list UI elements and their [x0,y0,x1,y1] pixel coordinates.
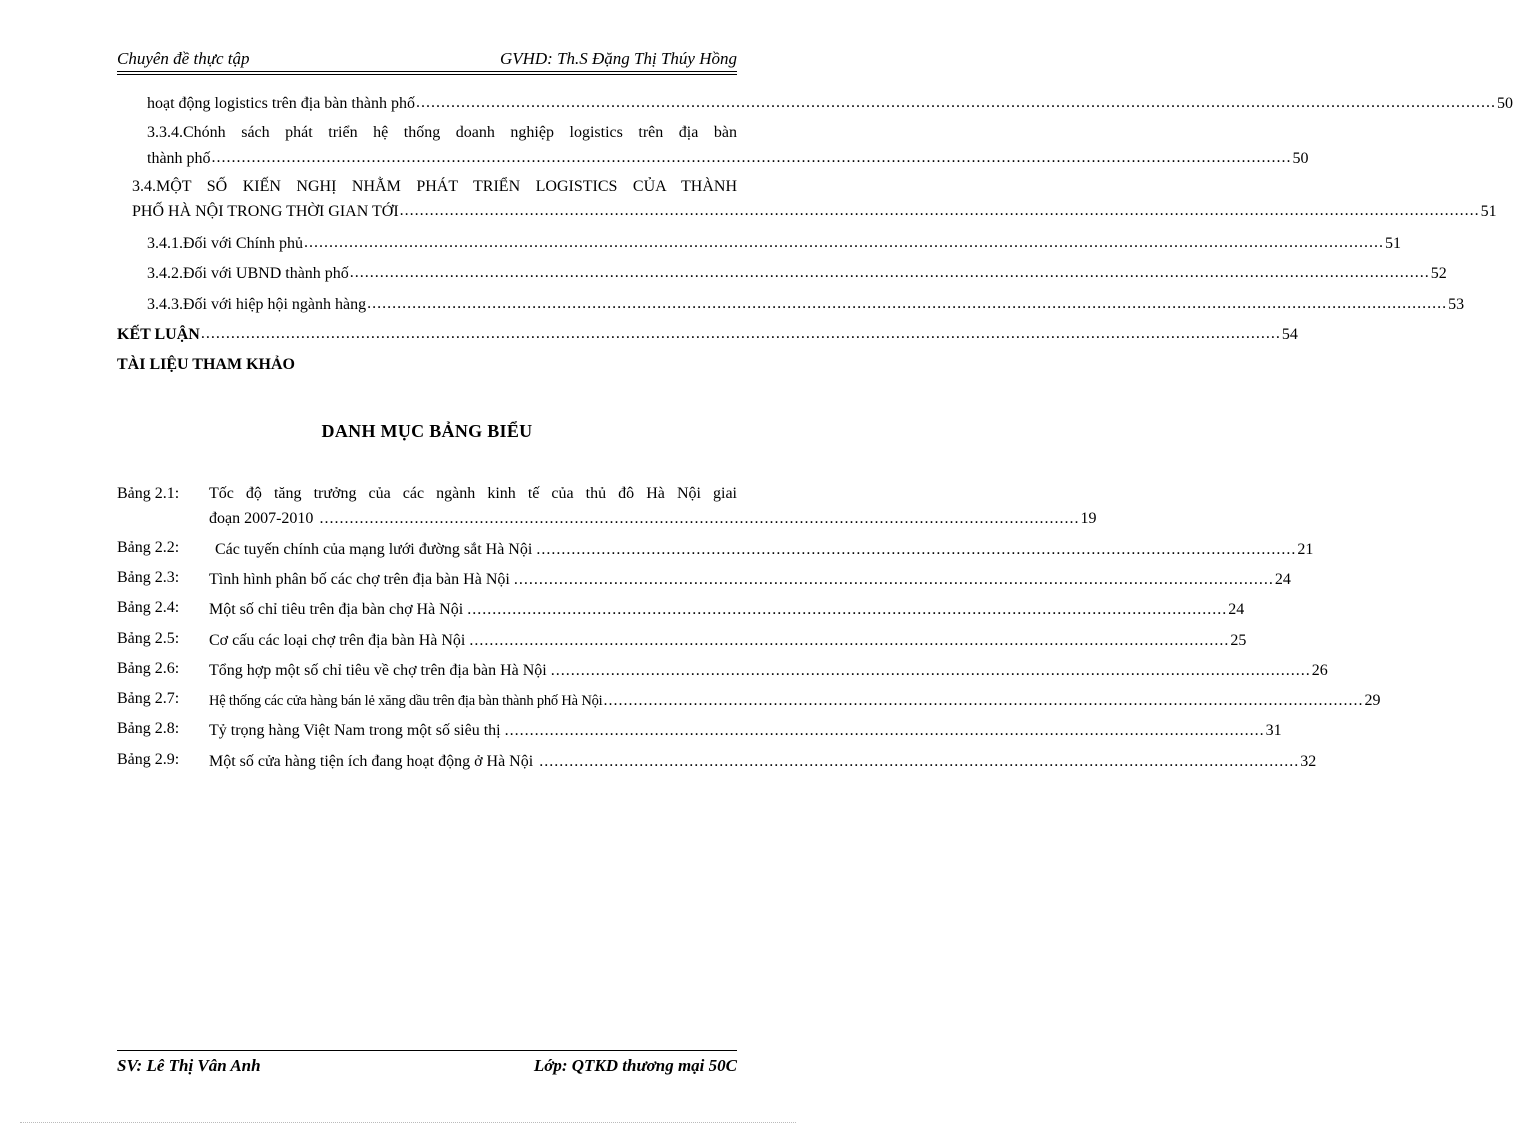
toc-leader: ........................................................................................................................................................ [603,692,1364,709]
toc-leader: ........................................................................................................................................................ [319,510,1080,527]
table-list-item [117,690,1381,710]
table-list-item [117,660,1328,680]
page-header [117,49,737,71]
table-page-number: 24 [1274,571,1291,588]
toc-leader [400,201,1480,221]
table-caption: Một số chỉ tiêu trên địa bàn chợ Hà Nội [209,601,464,618]
toc-page-number: 51 [1385,235,1402,252]
toc-leader [367,294,1447,314]
table-caption: đoạn 2007-2010 [209,510,314,527]
table-page-number: 24 [1228,601,1245,618]
table-caption: Cơ cấu các loại chợ trên địa bàn Hà Nội [209,632,466,649]
toc-leader [416,93,1496,113]
table-label: Bảng 2.3: [117,569,180,586]
toc-leader: ........................................................................................................................................................ [550,662,1311,679]
toc-entry-text: thành phố [147,150,211,167]
toc-leader [212,148,1292,168]
toc-leader: ........................................................................................................................................................ [469,632,1230,649]
toc-entry [147,148,1309,168]
toc-entry-references [117,354,737,374]
toc-entry-text: 3.4.2.Đối với UBND thành phố [147,265,349,282]
toc-entry [147,294,1465,314]
table-label: Bảng 2.6: [117,660,180,677]
footer-left-text: SV: Lê Thị Vân Anh [117,1056,261,1075]
table-caption-line1: Tốc độ tăng trưởng của các ngành kinh tế của thủ đô Hà Nội giai [209,485,737,502]
footer-right-text: Lớp: QTKD thương mại 50C [533,1056,737,1075]
toc-page-number: 51 [1480,203,1497,220]
toc-entry [147,263,1447,283]
toc-leader [350,263,1430,283]
table-label: Bảng 2.4: [117,599,180,616]
toc-leader: ........................................................................................................................................................ [536,541,1297,558]
toc-entry-text: 3.4.1.Đối với Chính phủ [147,235,304,252]
table-list-item [117,751,1317,771]
table-caption: Các tuyến chính của mạng lưới đường sắt Hà Nội [215,541,533,558]
table-list-item [117,720,1282,740]
table-label: Bảng 2.7: [117,690,180,707]
toc-leader [304,233,1384,253]
toc-leader: ........................................................................................................................................................ [539,753,1300,770]
table-list-item [117,485,737,505]
tables-list-title: DANH MỤC BẢNG BIỂU [321,421,533,441]
toc-page-number: 54 [1281,326,1298,343]
table-caption: Tỷ trọng hàng Việt Nam trong một số siêu thị [209,722,501,739]
table-page-number: 32 [1300,753,1317,770]
table-list-item [117,599,1245,619]
page-footer [117,1056,737,1078]
toc-entry-text: 3.4.3.Đối với hiệp hội ngành hàng [147,296,367,313]
table-caption: Một số cửa hàng tiện ích đang hoạt động ở Hà Nội [209,753,534,770]
table-page-number: 31 [1265,722,1282,739]
table-list-item-cont [117,508,1097,528]
toc-entry-text: hoạt động logistics trên địa bàn thành phố [147,95,415,112]
table-list-item [117,539,1314,559]
toc-entry-text-line1: 3.3.4.Chónh sách phát triển hệ thống doanh nghiệp logistics trên địa bàn [147,124,737,141]
table-page-number: 21 [1297,541,1314,558]
table-page-number: 26 [1311,662,1328,679]
toc-entry-text: PHỐ HÀ NỘI TRONG THỜI GIAN TỚI [132,203,399,220]
toc-leader [201,324,1281,344]
toc-page-number: 53 [1448,296,1465,313]
table-label: Bảng 2.1: [117,485,180,502]
table-page-number: 29 [1364,692,1381,709]
table-label: Bảng 2.5: [117,630,180,647]
table-label: Bảng 2.9: [117,751,180,768]
toc-entry-text: TÀI LIỆU THAM KHẢO [117,356,295,373]
header-left-text: Chuyên đề thực tập [117,49,250,68]
toc-entry-text-line1: 3.4.MỘT SỐ KIẾN NGHỊ NHẰM PHÁT TRIỂN LOGISTICS CỦA THÀNH [132,178,737,195]
toc-page-number: 52 [1430,265,1447,282]
table-caption: Hệ thống các cửa hàng bán lẻ xăng dầu trên địa bàn thành phố Hà Nội [209,693,603,709]
table-list-item [117,569,1291,589]
table-caption: Tổng hợp một số chỉ tiêu về chợ trên địa bàn Hà Nội [209,662,547,679]
toc-leader: ........................................................................................................................................................ [513,571,1274,588]
toc-entry-conclusion [117,324,1298,344]
toc-leader: ........................................................................................................................................................ [467,601,1228,618]
footer-rule [117,1050,737,1051]
toc-entry-text: KẾT LUẬN [117,326,200,343]
table-list-item [117,630,1247,650]
toc-leader: ........................................................................................................................................................ [504,722,1265,739]
header-right-text: GVHD: Th.S Đặng Thị Thúy Hồng [499,49,737,68]
header-rule-thin [117,74,737,75]
toc-entry [132,201,1497,221]
header-rule [117,71,737,72]
toc-page-number: 50 [1292,150,1309,167]
table-label: Bảng 2.2: [117,539,180,556]
table-label: Bảng 2.8: [117,720,180,737]
toc-entry [147,93,1513,113]
table-page-number: 19 [1080,510,1097,527]
toc-entry [147,233,1402,253]
table-caption: Tình hình phân bố các chợ trên địa bàn Hà Nội [209,571,510,588]
toc-page-number: 50 [1496,95,1513,112]
table-page-number: 25 [1230,632,1247,649]
